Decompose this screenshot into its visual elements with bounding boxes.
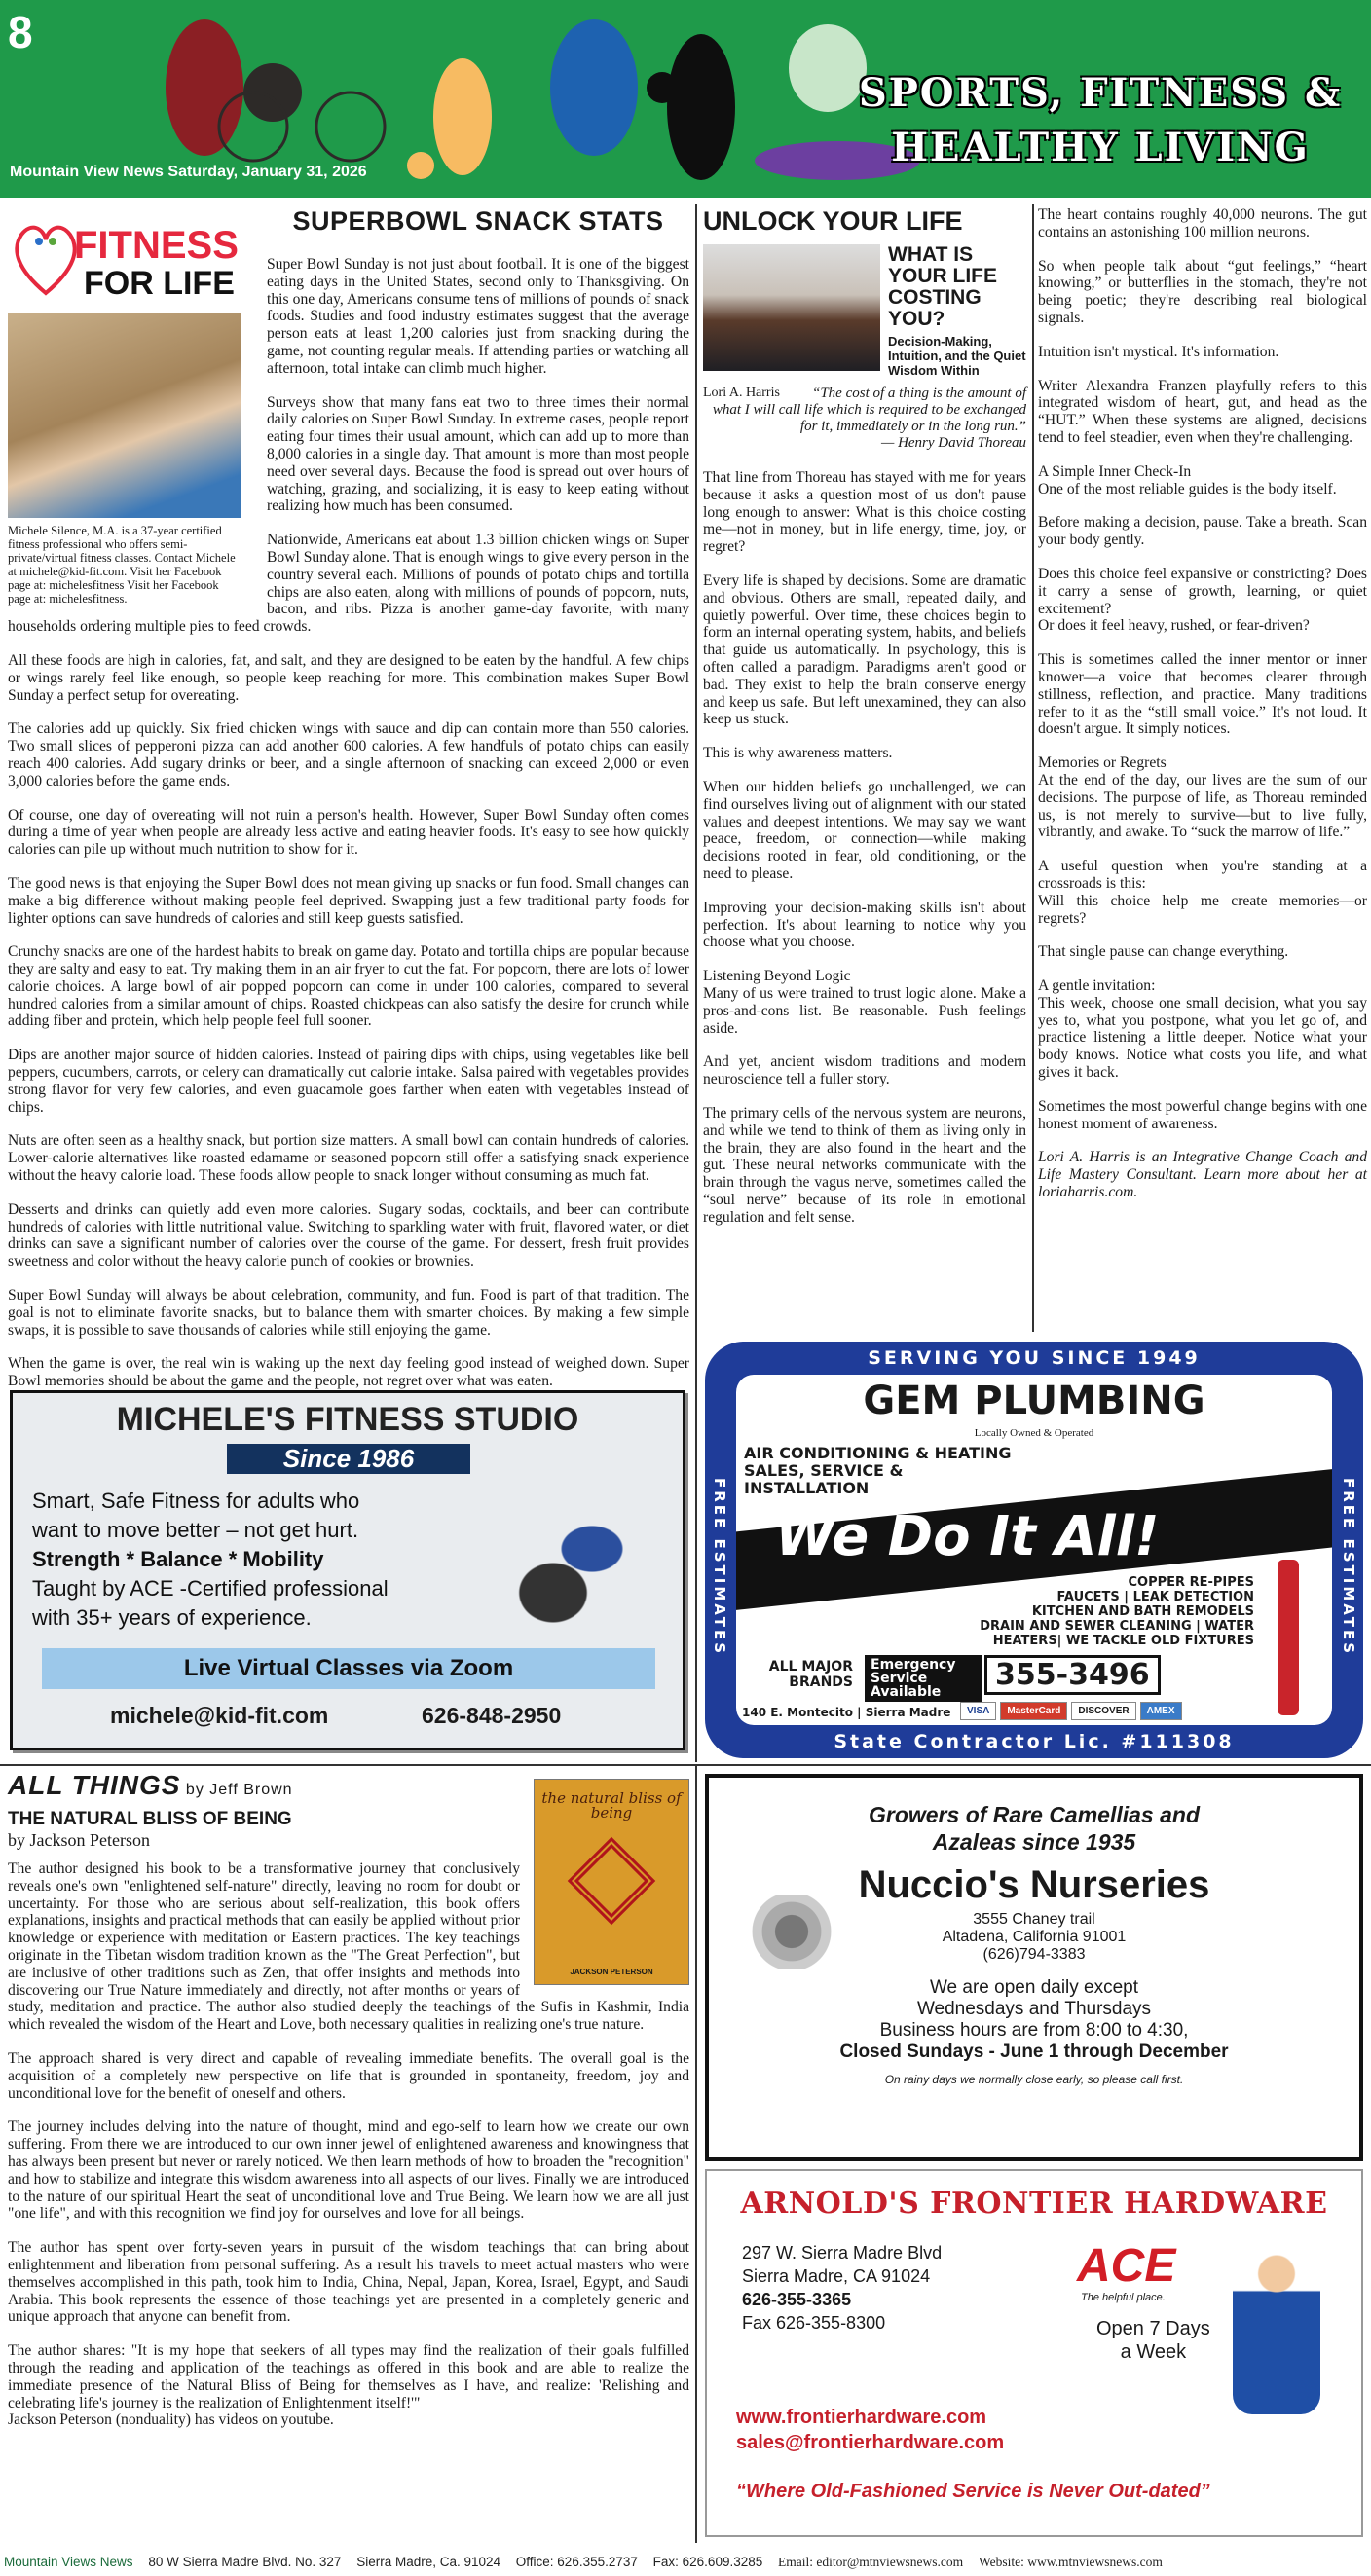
ad-line: Taught by ACE -Certified professional: [32, 1576, 389, 1601]
handyman-mascot-icon: [1233, 2249, 1320, 2414]
ad-line: want to move better – not get hurt.: [32, 1518, 359, 1542]
paragraph: The primary cells of the nervous system are neurons, and while we tend to think of them as living only in the brain, they are also found in the heart and the gut. These neural networks communicate with the brain through the vagus nerve, sometimes called the “soul nerve” because of its role in emotional regulation and felt sense.: [703, 1104, 1026, 1226]
superbowl-article: [8, 206, 689, 1407]
article-body: [1038, 206, 1367, 1132]
ad-line: Altadena, California 91001: [942, 1929, 1127, 1945]
ad-note: On rainy days we normally close early, so please call first.: [884, 2073, 1184, 2086]
ad-business-name: Nuccio's Nurseries: [858, 1863, 1210, 1906]
ad-slogan: We Do It All!: [775, 1505, 1160, 1568]
book-cover-author: JACKSON PETERSON: [570, 1968, 653, 1976]
arnolds-frontier-hardware-ad[interactable]: [705, 2169, 1363, 2537]
ad-line: 297 W. Sierra Madre Blvd: [742, 2243, 943, 2263]
logo-line1: FITNESS: [74, 224, 239, 267]
ad-line: Business hours are from 8:00 to 4:30,: [879, 2020, 1189, 2041]
page-footer: [4, 2555, 1367, 2570]
author-photo: [703, 244, 880, 371]
ad-line: Smart, Safe Fitness for adults who: [32, 1489, 360, 1513]
ad-emergency: Emergency Service Available: [865, 1655, 982, 1702]
paragraph: The heart contains roughly 40,000 neurons. The gut contains an astonishing 100 million neurons.: [1038, 206, 1367, 240]
paragraph: Memories or Regrets At the end of the day, our lives are the sum of our decisions. The purpose of life, as Thoreau reminded us, is not merely to survive—but to live fully, vibrantly, and awake. To “suck the marrow of life.”: [1038, 754, 1367, 841]
paragraph: When our hidden beliefs go unchallenged, we can find ourselves living out of alignment with our stated values and deepest intentions. We may say we want peace, freedom, or connection—while making decisions rooted in fear, old conditioning, or the need to please.: [703, 778, 1026, 882]
paragraph: And yet, ancient wisdom traditions and modern neuroscience tell a fuller story.: [703, 1053, 1026, 1088]
ad-line: 3555 Chaney trail: [973, 1911, 1095, 1928]
paragraph: Does this choice feel expansive or constricting? Does it carry a sense of growth, learning, or quiet excitement? Or does it feel heavy, rushed, or fear-driven?: [1038, 565, 1367, 635]
ad-slogan: “Where Old-Fashioned Service is Never Out-dated”: [736, 2481, 1210, 2502]
ace-logo: ACE: [1077, 2240, 1176, 2292]
book-cover: [534, 1779, 689, 1985]
ace-tagline: The helpful place.: [1081, 2292, 1166, 2303]
paragraph: The approach shared is very direct and capable of revealing immediate benefits. The overall goal is the acquisition of a completely new perspective on life that is grounded in spontaneity, freedom, joy and unconditional love for the benefit of oneself and others.: [8, 2049, 689, 2102]
section-title-line1: SPORTS, FITNESS &: [858, 70, 1343, 116]
ad-phone: 626-848-2950: [422, 1703, 562, 1728]
column-divider: [695, 204, 697, 1762]
paragraph: Before making a decision, pause. Take a breath. Scan your body gently.: [1038, 514, 1367, 549]
paragraph: The journey includes delving into the nature of thought, mind and ego-self to learn how we create our own suffering. From there we are introduced to our own inner jewel of enlightened awareness and knowingness that has always been present but never or rarely noticed. We then learn methods of how to broaden the "recognition" and how to stabilize and integrate this wisdom awareness into all aspects of our lives. Finally we are introduced to the nature of our spiritual Heart the seat of unconditional love and True Being. We learn how we are all just "one life", and with this recognition we find joy for ourselves and love for all beings.: [8, 2118, 689, 2223]
paragraph: Super Bowl Sunday will always be about celebration, community, and fun. Food is part of that tradition. The goal is not to eliminate favorite snacks, but to balance them with smarter choices. By making a few simple swaps, it is possible to save thousands of calories while still enjoying the game.: [8, 1287, 689, 1339]
logo-line2: FOR LIFE: [84, 265, 235, 302]
paragraph: That single pause can change everything.: [1038, 943, 1289, 961]
column-divider: [695, 1764, 697, 2543]
ad-title: MICHELE'S FITNESS STUDIO: [116, 1401, 579, 1438]
book-author: by Jackson Peterson: [8, 1830, 150, 1850]
ad-hours: Open 7 Days a Week: [1096, 2318, 1210, 2363]
payment-cards: [960, 1702, 1182, 1720]
paragraph: That line from Thoreau has stayed with me for years because it asks a question most of us don't pause long enough to answer: What is this choice costing me—not in money, but in life energy, time, joy, or regret?: [703, 469, 1026, 556]
ad-phone: 355-3496: [984, 1655, 1161, 1695]
ad-zoom-banner: Live Virtual Classes via Zoom: [42, 1648, 655, 1689]
heart-figures-icon: [12, 220, 80, 298]
columnist-caption: Michele Silence, M.A. is a 37-year certified fitness professional who offers semi-private/virtual fitness classes. Contact Michele at michele@kid-fit.com. Visit her Facebook page at: michelesfitness Visit her Facebook page at: michelesfitness.: [8, 524, 236, 606]
ad-line: We are open daily except: [929, 1977, 1139, 1998]
paragraph: This is why awareness matters.: [703, 745, 893, 762]
column-name: ALL THINGS: [8, 1770, 181, 1800]
ad-since: Since 1986: [227, 1444, 470, 1474]
paragraph: A useful question when you're standing at a crossroads is this: Will this choice help me create memories—or regrets?: [1038, 858, 1367, 927]
paragraph: Every life is shaped by decisions. Some are dramatic and obvious. Others are small, repeated daily, and quietly powerful. Over time, these choices begin to form an internal operating system, habits, and beliefs that guide us automatically. In psychology, this is often called a paradigm. Paradigms aren't good or bad. They exist to help the brain conserve energy and keep us safe. But left unexamined, they can also keep us stuck.: [703, 571, 1026, 728]
columnist-box: [8, 206, 253, 606]
paragraph: Crunchy snacks are one of the hardest habits to break on game day. Potato and tortilla chips are popular because they are salty and easy to eat. Try making them in an air fryer to cut the fat. For popcorn, there are lots of lower calorie choices. A large bowl of air popped popcorn can come in under 100 calories, compared to several hundred calories from a similar amount of chips. Roasted chickpeas can also satisfy the desire for crunch while adding fiber and protein, which help people feel full sooner.: [8, 943, 689, 1030]
paragraph: A Simple Inner Check-In One of the most reliable guides is the body itself.: [1038, 462, 1337, 497]
fitness-for-life-logo: [8, 206, 253, 304]
paragraph: Listening Beyond Logic Many of us were trained to trust logic alone. Make a pros-and-cons list. Be reasonable. Push feelings aside.: [703, 968, 1026, 1037]
paragraph: This is sometimes called the inner mentor or inner knower—a voice that becomes clearer through stillness, reflection, and practice. Many traditions refer to it as the “still small voice.” It's not loud. It doesn't argue. It simply notices.: [1038, 651, 1367, 738]
article-title: SUPERBOWL SNACK STATS: [292, 206, 664, 236]
section-title-line2: HEALTHY LIVING: [891, 125, 1310, 170]
ad-headline: [709, 1801, 1359, 1856]
page-header-banner: [0, 0, 1371, 198]
footer-website[interactable]: Website: www.mtnviewsnews.com: [978, 2555, 1163, 2569]
ad-email-link[interactable]: sales@frontierhardware.com: [736, 2432, 1005, 2453]
unlock-your-life-continued: [1038, 206, 1367, 1218]
ad-panel: [736, 1375, 1332, 1725]
ad-phone: 626-355-3365: [742, 2290, 852, 2309]
footer-paper-name: Mountain Views News: [4, 2555, 133, 2569]
paragraph: Writer Alexandra Franzen playfully refers to this integrated wisdom of heart, gut, and head as the “HUT.” When these systems are aligned, decisions tend to feel steadier, even when they're challenging.: [1038, 377, 1367, 446]
ad-phone: (626)794-3383: [982, 1946, 1086, 1963]
article-body: [703, 469, 1026, 1226]
paragraph: When the game is over, the real win is waking up the next day feeling good instead of weighed down. Super Bowl memories should be about the game and the people, not regret over what was eaten.: [8, 1355, 689, 1390]
paragraph: Super Bowl Sunday is not just about football. It is one of the biggest eating days in the United States, second only to Thanksgiving. On this one day, Americans consume tens of millions of pounds of snack foods. Studies and food industry estimates suggest that the average person eats at least 1,200 calories just from snacking during the game, not counting regular meals. If attending parties or watching all afternoon, total intake can climb much higher.: [267, 256, 689, 377]
paragraph: Nationwide, Americans eat about 1.3 billion chicken wings on Super Bowl Sunday alone. That is enough wings to give every person in the country several each. Millions of pounds of potato chips and tortilla chips are also eaten, along with millions of pounds of popcorn, nuts, bacon, and ribs. Pizza is another game-day favorite, with many households ordering multiple pies to feed crowds.: [8, 532, 689, 636]
dateline: Mountain View News Saturday, January 31, 2026: [10, 164, 367, 180]
column-heading: UNLOCK YOUR LIFE: [703, 206, 963, 236]
ad-line: Wednesdays and Thursdays: [916, 1999, 1152, 2019]
discover-icon: DISCOVER: [1071, 1702, 1135, 1720]
nuccios-nurseries-ad[interactable]: [705, 1774, 1363, 2161]
footer-address: 80 W Sierra Madre Blvd. No. 327: [148, 2555, 342, 2569]
column-divider: [1032, 204, 1034, 1332]
article-subtitle: Decision-Making, Intuition, and the Quiet Wisdom Within: [888, 334, 1026, 378]
ad-line: Growers of Rare Camellias and: [868, 1802, 1200, 1827]
paragraph: So when people talk about “gut feelings,” “heart knowing,” or butterflies in the stomach, they're not being poetic; they're describing real biological signals.: [1038, 257, 1367, 326]
ad-business-name: GEM PLUMBING: [863, 1379, 1205, 1423]
ad-top-band: SERVING YOU SINCE 1949: [868, 1347, 1201, 1369]
paragraph: Desserts and drinks can quietly add even more calories. Sugary sodas, cocktails, and beer can contribute hundreds of calories with little nutritional value. Switching to sparkling water with fruit, flavored water, or diet drinks can save a significant number of calories over the course of the game. For dessert, fresh fruit provides sweetness and color without the heavy calorie punch of cookies or brownies.: [8, 1200, 689, 1270]
paragraph: Dips are another major source of hidden calories. Instead of pairing dips with chips, using vegetables like bell peppers, cucumbers, carrots, or celery can dramatically cut calorie intake. Salsa paired with vegetables provides strong flavor for very few calories, and even guacamole goes farther when eaten with vegetables instead of chips.: [8, 1047, 689, 1116]
ad-line: Azaleas since 1935: [932, 1829, 1136, 1855]
athlete-silhouettes-illustration: [58, 10, 954, 185]
unlock-your-life-article: [703, 206, 1026, 1242]
section-title: [847, 66, 1353, 175]
page-number: 8: [8, 7, 33, 57]
author-bio: Lori A. Harris is an Integrative Change Coach and Life Mastery Consultant. Learn more about her at loriaharris.com.: [1038, 1149, 1367, 1201]
column-byline: by Jeff Brown: [180, 1782, 293, 1798]
paragraph: A gentle invitation: This week, choose one small decision, what you say yes to, what you postpone, what you let go of, and practice listening a little deeper. Notice what your body knows. Notice what costs you life, and what gives it back.: [1038, 977, 1367, 1082]
paragraph: Nuts are often seen as a healthy snack, but portion size matters. A small bowl can contain hundreds of calories. Lower-calorie alternatives like roasted edamame or seasoned popcorn still offer a satisfying snack experience without the heavy calorie load. These foods allow people to snack longer without consuming as much fat.: [8, 1132, 689, 1185]
ad-brands: ALL MAJOR BRANDS: [768, 1659, 853, 1690]
paragraph: The author shares: "It is my hope that seekers of all types may find the realization of their goals fulfilled through the reading and application of the teachings as offered in this book and are able to realize the immediate presence of the Natural Bliss of Being for themselves as I have, and realize: 'Relishing and celebrating life's journey is the realization of Enlightenment itself!'" Jackson Peterson (nonduality) has videos on youtube.: [8, 2342, 689, 2429]
footer-city: Sierra Madre, Ca. 91024: [356, 2555, 501, 2569]
ad-business-name: ARNOLD'S FRONTIER HARDWARE: [740, 2187, 1328, 2221]
ad-line: Closed Sundays - June 1 through December: [839, 2042, 1229, 2062]
ad-line: Strength * Balance * Mobility: [32, 1547, 324, 1571]
paragraph: The good news is that enjoying the Super Bowl does not mean giving up snacks or fun food. Small changes can make a big difference without making people feel deprived. Swapping just a few traditional party foods for lighter options can save hundreds of calories and still keep guests satisfied.: [8, 874, 689, 927]
ad-license: State Contractor Lic. #111308: [834, 1731, 1235, 1752]
paragraph: The author has spent over forty-seven years in pursuit of the wisdom teachings that can bring about enlightenment and liberation from personal suffering. As a result his travels to meet actual masters who were themselves accomplished in this path, took him to India, China, Nepal, Japan, Korea, Israel, Egypt, and Saudi Arabia. This book represents the essence of those teachings yet are presented in a completely generic and unique approach that anyone can benefit from.: [8, 2239, 689, 2326]
ad-hours: [709, 1977, 1359, 2063]
paragraph: The calories add up quickly. Six fried chicken wings with sauce and dip can contain more than 550 calories. Two small slices of pepperoni pizza can add another 600 calories. A few handfuls of potato chips can easily reach 400 calories. Add sugary drinks or beer, and a single afternoon of snacking can exceed 2,000 or even 3,000 calories before the game ends.: [8, 720, 689, 790]
trainer-photo: [475, 1490, 670, 1637]
ad-services: COPPER RE-PIPES FAUCETS | LEAK DETECTION KITCHEN AND BATH REMODELS DRAIN AND SEWER CLEANING | WATER HEATERS| WE TACKLE OLD FIXTURES: [980, 1575, 1254, 1648]
ad-email[interactable]: michele@kid-fit.com: [110, 1703, 329, 1728]
paragraph: Of course, one day of overeating will not ruin a person's health. However, Super Bowl Sunday often comes during a time of year when people are already less active and eating heavier foods. It's easy to see how quickly calories can pile up without much nutrition to show for it.: [8, 806, 689, 859]
paragraph: Intuition isn't mystical. It's information.: [1038, 343, 1279, 360]
paragraph: All these foods are high in calories, fat, and salt, and they are designed to be eaten by the handful. A few chips or wings rarely feel like enough, so people keep reaching for more. This combination makes Super Bowl Sunday a perfect setup for overeating.: [8, 651, 689, 704]
mastercard-icon: MasterCard: [1000, 1702, 1067, 1720]
footer-email[interactable]: Email: editor@mtnviewsnews.com: [778, 2555, 964, 2569]
ad-address: 140 E. Montecito | Sierra Madre: [742, 1706, 951, 1719]
gem-plumbing-ad[interactable]: [705, 1342, 1363, 1758]
ad-side-left: FREE ESTIMATES: [711, 1478, 728, 1657]
ad-website-link[interactable]: www.frontierhardware.com: [736, 2407, 987, 2428]
footer-office: Office: 626.355.2737: [515, 2555, 638, 2569]
endless-knot-icon: [568, 1837, 656, 1926]
book-cover-title: the natural bliss of being: [541, 1789, 682, 1822]
ad-tagline: Locally Owned & Operated: [974, 1427, 1094, 1439]
section-divider: [0, 1764, 1371, 1766]
ad-fax: Fax 626-355-8300: [742, 2313, 886, 2333]
article-title: WHAT IS YOUR LIFE COSTING YOU?: [888, 243, 998, 330]
paragraph: The author designed his book to be a transformative journey that conclusively reveals one's own "enlightened self-nature" directly, leaving no room for doubt or uncertainty. For those who are serious about self-realization, this book offers explanations, insights and practical methods that can easily be applied without prior knowledge or experience with meditation or Eastern practices. The key teachings originate in the Tibetan wisdom tradition known as the "The Great Perfection", but are inclusive of other traditions such as Zen, that offer insights and methods into discovering our True Nature immediately and directly, not after months or years of study, meditation and practice. The author also studied deeply the teachings of the Sufis in Kashmir, India which revealed the wisdom of the Heart and Love, both necessary qualities in realizing one's true nature.: [8, 1860, 689, 2034]
ad-links: [736, 2405, 1004, 2455]
camellia-flower-icon: [738, 1895, 845, 1969]
paragraph: Surveys show that many fans eat two to three times their normal daily calories on Super Bowl Sunday. In extreme cases, people report eating four times their usual amount, which can add up to more than 8,000 calories in a single day. That amount is more than most people need over several days. Because the food is spread out over hours of watching, grazing, and socializing, it is easy to keep eating without realizing how much has been consumed.: [267, 393, 689, 515]
paragraph: Improving your decision-making skills isn't about perfection. It's about learning to notice why you choose what you choose.: [703, 899, 1026, 951]
all-things-article: [8, 1770, 689, 2446]
ad-ac-services: AIR CONDITIONING & HEATING SALES, SERVICE & INSTALLATION: [744, 1444, 1012, 1497]
footer-fax: Fax: 626.609.3285: [652, 2555, 763, 2569]
michele-fitness-studio-ad[interactable]: [10, 1390, 686, 1750]
ad-side-right: FREE ESTIMATES: [1340, 1478, 1357, 1657]
wrench-icon: [1278, 1560, 1299, 1715]
ad-address: [742, 2241, 942, 2335]
ad-line: Sierra Madre, CA 91024: [742, 2266, 931, 2286]
columnist-photo: [8, 313, 241, 518]
ad-line: with 35+ years of experience.: [32, 1605, 312, 1630]
ad-text: [32, 1487, 461, 1633]
article-title: THE NATURAL BLISS OF BEING: [8, 1809, 292, 1829]
paragraph: Sometimes the most powerful change begins with one honest moment of awareness.: [1038, 1097, 1367, 1132]
visa-icon: VISA: [960, 1702, 996, 1720]
byline: Lori A. Harris: [703, 386, 780, 400]
pull-quote: “The cost of a thing is the amount of what I will call life which is required to be exchanged for it, immediately or in the long run.” — Henry David Thoreau: [712, 386, 1026, 451]
amex-icon: AMEX: [1140, 1702, 1182, 1720]
